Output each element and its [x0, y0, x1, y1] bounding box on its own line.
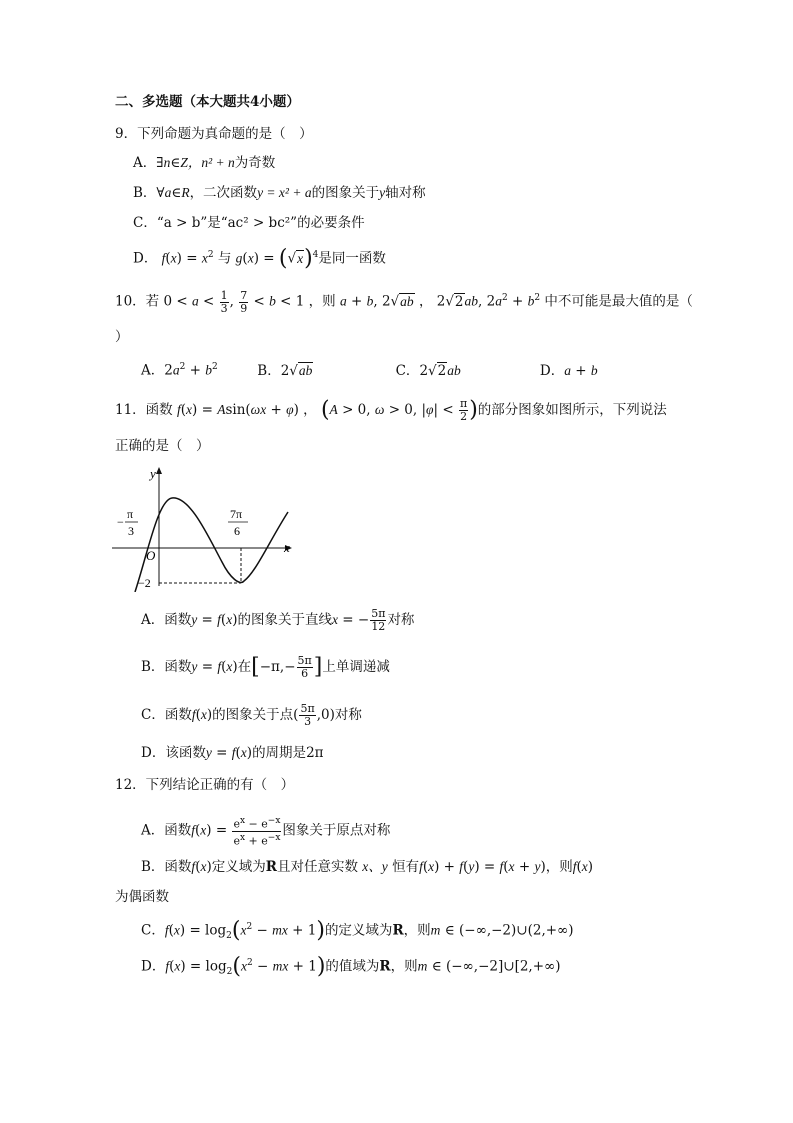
- min-label: −2: [138, 576, 151, 590]
- origin-label: O: [146, 548, 156, 563]
- q12-option-b-line2: 为偶函数: [115, 889, 169, 905]
- q11-option-a: A．函数y = f(x)的图象关于直线x = − $\frac{5\pi}{12}$ 对称: [141, 607, 415, 633]
- y-axis-arrow: [156, 467, 162, 474]
- q11-stem-line2: 正确的是（ ）: [115, 438, 210, 454]
- neg-pi3-num: π: [127, 507, 134, 521]
- q11-option-b: B．函数y = f(x)在[−π,− $\frac{5\pi}{6}$ ]上单调递减: [141, 654, 390, 680]
- neg-pi3-den: 3: [128, 524, 134, 538]
- q10-stem: 10．若 0 < a < $\frac{1}{3}$ , $\frac{7}{9}$ < b < 1 ，则 a + b, 2√ab ， 2√2ab, $2a^2 + b^2$ 中不可能是最大值的是（: [115, 288, 693, 315]
- q11-stem: 11．函数 f(x) = Asin(ωx + φ) ， (A > 0, ω > 0, |φ| < $\frac{\pi}{2}$ )的部分图象如图所示，下列说法: [115, 397, 667, 423]
- q12-option-c: C．$f(x) = \log_2(x^2$ − mx + 1)的定义域为R，则m ∈ (−∞,−2)∪(2,+∞): [141, 918, 574, 943]
- q12-option-d: D．$f(x) = \log_2(x^2$ − mx + 1)的值域为R，则m ∈ (−∞,−2]∪[2,+∞): [141, 954, 561, 979]
- sine-curve: [135, 498, 288, 592]
- q9-stem: 9．下列命题为真命题的是（ ）: [115, 126, 313, 142]
- seven-pi-den: 6: [234, 524, 240, 538]
- q9-option-d: D． $f(x) = x^2$ 与 $g(x) = (√x)^4$是同一函数: [133, 246, 386, 271]
- q11-option-d: D．该函数y = f(x)的周期是2π: [141, 745, 324, 761]
- q10-stem-close: ）: [115, 329, 129, 345]
- sine-graph: [110, 462, 300, 592]
- y-axis-label: y: [150, 466, 156, 481]
- q10-options: A．$2a^2 + b^2$ B．2√ab C．2√2ab D．a + b: [141, 362, 598, 379]
- x-axis-label: x: [284, 540, 290, 555]
- section-title: 二、多选题（本大题共4小题）: [115, 94, 300, 110]
- q12-stem: 12．下列结论正确的有（ ）: [115, 777, 295, 793]
- neg-sign: −: [117, 515, 124, 529]
- q12-option-a: A．函数f(x) = $\frac{e^x - e^{-x}}{e^x + e^{-x}}$ 图象关于原点对称: [141, 816, 391, 848]
- q9-option-b: B．∀a∈R，二次函数y = x² + a的图象关于y轴对称: [133, 185, 426, 201]
- q9-option-c: C．“a > b”是“ac² > bc²”的必要条件: [133, 215, 365, 231]
- seven-pi-num: 7π: [230, 507, 243, 521]
- q12-option-b: B．函数f(x)定义域为R且对任意实数 x、y 恒有f(x) + f(y) = f(x + y)，则f(x): [141, 859, 594, 875]
- q11-option-c: C．函数f(x)的图象关于点( $\frac{5\pi}{3}$ ,0)对称: [141, 702, 362, 728]
- q9-option-a: A．∃n∈Z，n² + n为奇数: [133, 155, 276, 171]
